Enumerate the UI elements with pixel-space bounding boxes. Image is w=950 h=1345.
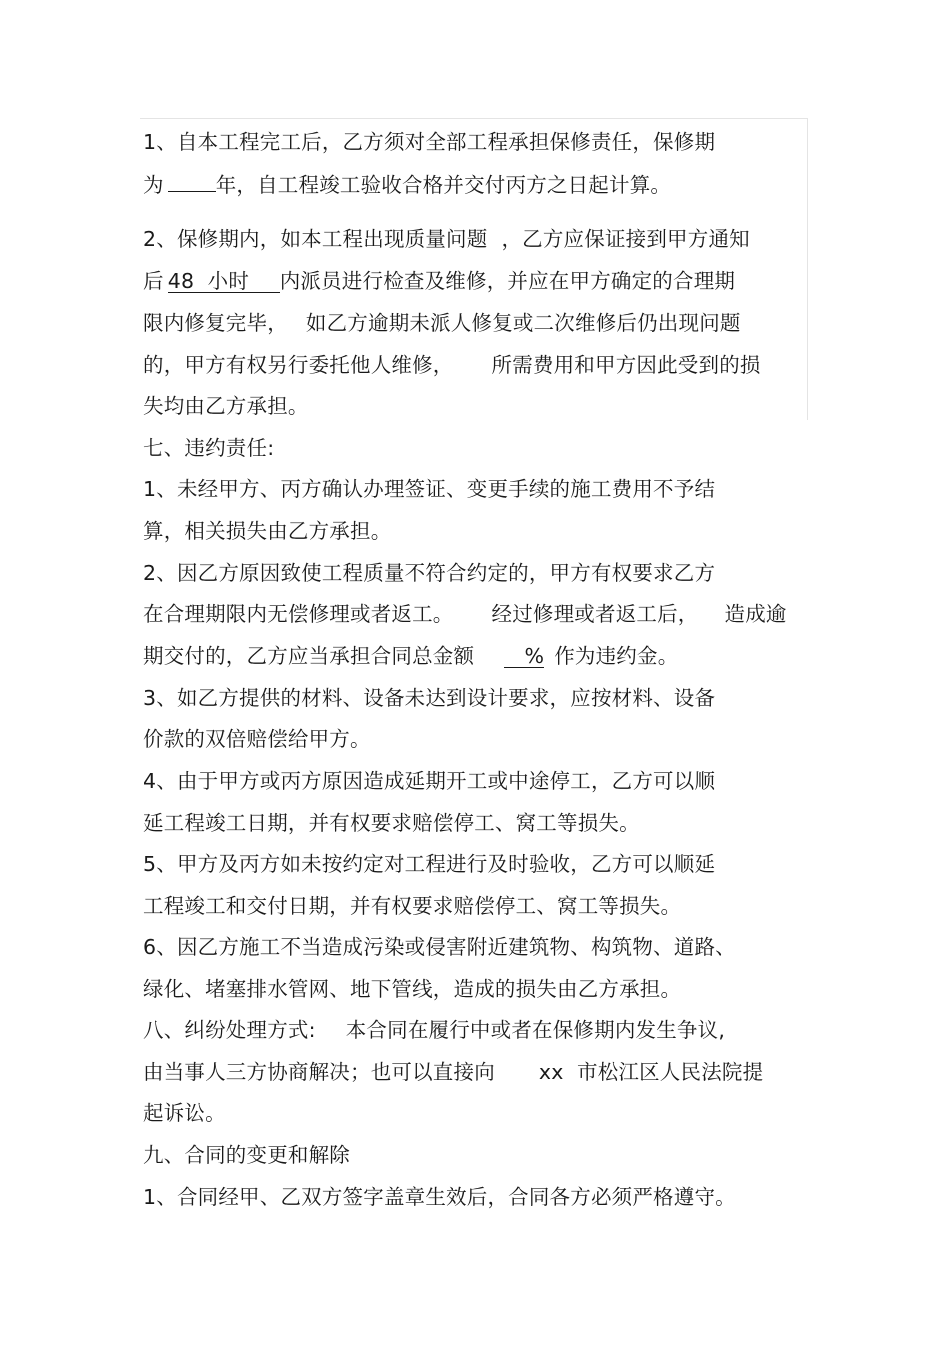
text-run: 九、合同的变更和解除	[143, 1143, 350, 1167]
text-run: 失均由乙方承担。	[143, 394, 309, 418]
section-heading	[143, 1142, 350, 1168]
text-line	[143, 643, 678, 669]
text-run: 4、由于甲方或丙方原因造成延期开工或中途停工，乙方可以顺	[143, 769, 716, 793]
text-run: 期交付的，乙方应当承担合同总金额	[143, 644, 475, 668]
fill-in-blank	[168, 191, 216, 192]
text-run: 3、如乙方提供的材料、设备未达到设计要求，应按材料、设备	[143, 686, 716, 710]
text-run: 6、因乙方施工不当造成污染或侵害附近建筑物、构筑物、道路、	[143, 935, 736, 959]
blank-value: 48 小时	[167, 269, 250, 293]
text-run: 经过修理或者返工后，	[491, 602, 699, 626]
text-line	[143, 893, 681, 919]
text-run: 所需费用和甲方因此受到的损	[491, 353, 761, 377]
text-line	[143, 851, 715, 877]
text-run: 造成逾	[724, 602, 787, 626]
text-run: 作为违约金。	[554, 644, 679, 668]
text-run: 1、自本工程完工后，乙方须对全部工程承担保修责任，保修期	[143, 130, 716, 154]
text-line	[143, 393, 309, 419]
text-line	[143, 810, 640, 836]
text-run: 2、保修期内，如本工程出现质量问题	[143, 227, 488, 251]
text-line	[143, 1100, 226, 1126]
text-line	[143, 1184, 736, 1210]
text-run: 八、纠纷处理方式:	[143, 1018, 316, 1042]
fill-in-blank	[504, 645, 544, 668]
text-run: 为	[143, 173, 164, 197]
text-run: 工程竣工和交付日期，并有权要求赔偿停工、窝工等损失。	[143, 894, 682, 918]
text-run: 5、甲方及丙方如未按约定对工程进行及时验收，乙方可以顺延	[143, 852, 716, 876]
text-line	[143, 934, 736, 960]
text-line	[143, 1059, 763, 1085]
text-run: xx 市松江区人民法院提	[538, 1060, 764, 1084]
text-run: 限内修复完毕，	[143, 311, 288, 335]
text-line	[143, 685, 715, 711]
text-run: 价款的双倍赔偿给甲方。	[143, 727, 371, 751]
text-run: 内派员进行检查及维修，并应在甲方确定的合理期	[279, 269, 736, 293]
text-line	[143, 768, 715, 794]
text-line	[143, 310, 741, 336]
text-run: 七、违约责任:	[143, 436, 275, 460]
text-run: 绿化、堵塞排水管网、地下管线，造成的损失由乙方承担。	[143, 977, 682, 1001]
text-run: 1、合同经甲、乙双方签字盖章生效后，合同各方必须严格遵守。	[143, 1185, 736, 1209]
text-run: 由当事人三方协商解决；也可以直接向	[143, 1060, 495, 1084]
blank-value: %	[524, 644, 545, 668]
text-line	[143, 172, 671, 198]
text-line	[143, 352, 761, 378]
text-run: 1、未经甲方、丙方确认办理签证、变更手续的施工费用不予结	[143, 477, 716, 501]
text-run: 如乙方逾期未派人修复或二次维修后仍出现问题	[305, 311, 741, 335]
text-line	[143, 226, 750, 252]
text-line	[143, 976, 681, 1002]
text-run: ，乙方应保证接到甲方通知	[501, 227, 750, 251]
text-line	[143, 476, 715, 502]
text-run: 延工程竣工日期，并有权要求赔偿停工、窝工等损失。	[143, 811, 640, 835]
text-line	[143, 726, 371, 752]
text-line	[143, 518, 391, 544]
text-line	[143, 601, 787, 627]
text-run: 起诉讼。	[143, 1101, 226, 1125]
section-heading	[143, 435, 274, 461]
text-line	[143, 129, 715, 155]
fill-in-blank	[168, 270, 280, 293]
text-line	[143, 560, 715, 586]
text-run: 的，甲方有权另行委托他人维修，	[143, 353, 454, 377]
text-run: 算，相关损失由乙方承担。	[143, 519, 392, 543]
text-run: 2、因乙方原因致使工程质量不符合约定的，甲方有权要求乙方	[143, 561, 716, 585]
text-line	[143, 268, 735, 294]
text-run: 后	[143, 269, 164, 293]
text-run: 年，自工程竣工验收合格并交付丙方之日起计算。	[215, 173, 672, 197]
text-run: 在合理期限内无偿修理或者返工。	[143, 602, 454, 626]
section-heading	[143, 1017, 725, 1043]
text-run: 本合同在履行中或者在保修期内发生争议,	[345, 1018, 726, 1042]
